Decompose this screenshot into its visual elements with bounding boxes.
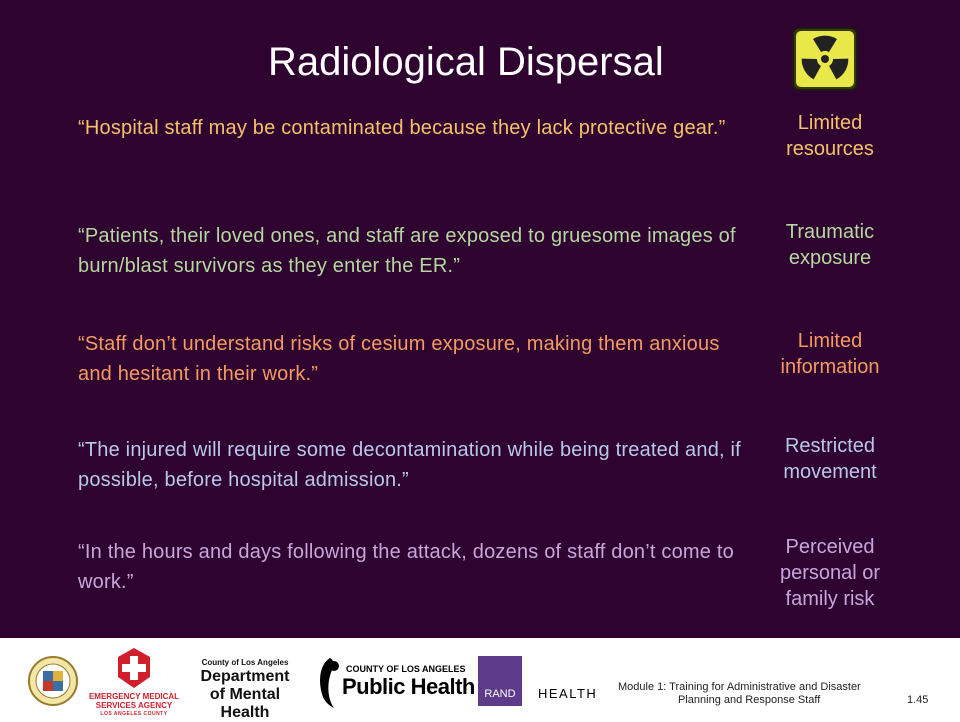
quote-staff-absence: “In the hours and days following the attack, dozens of staff don’t come to work.” <box>78 541 734 593</box>
ems-agency-logo <box>88 646 180 720</box>
module-line-2: Planning and Response Staff <box>678 694 821 706</box>
ems-line-2: SERVICES AGENCY <box>95 701 173 710</box>
health-text: HEALTH <box>538 686 598 701</box>
slide-title: Radiological Dispersal <box>268 40 664 84</box>
module-line-1: Module 1: Training for Administrative and Disaster <box>618 681 861 693</box>
page-number: 1.45 <box>907 694 929 706</box>
ems-line-3: LOS ANGELES COUNTY <box>100 711 168 717</box>
quote-gruesome-images: “Patients, their loved ones, and staff are exposed to gruesome images of burn/blast survivors as they enter the ER.” <box>78 225 736 277</box>
quote-cesium-risk: “Staff don’t understand risks of cesium exposure, making them anxious and hesitant in their work.” <box>78 333 720 385</box>
dmh-logo <box>186 658 304 721</box>
rand-logo <box>478 656 522 706</box>
dmh-line-1: Department <box>200 668 290 685</box>
module-caption <box>618 681 861 707</box>
ems-star-icon <box>88 646 180 692</box>
public-health-figure-icon <box>312 654 342 710</box>
dmh-top: County of Los Angeles <box>201 658 289 667</box>
quote-decontamination: “The injured will require some decontamination while being treated and, if possible, before hospital admission.” <box>78 439 741 491</box>
public-health-main: Public Health <box>342 674 475 699</box>
footer <box>0 638 960 720</box>
county-seal-logo <box>28 656 78 706</box>
label-restricted-movement: Restricted movement <box>783 435 877 483</box>
label-limited-information: Limited information <box>780 330 880 378</box>
label-perceived-risk: Perceived personal or family risk <box>779 536 881 610</box>
ems-line-1: EMERGENCY MEDICAL <box>88 692 180 701</box>
quote-contamination: “Hospital staff may be contaminated because they lack protective gear.” <box>78 117 726 139</box>
public-health-logo <box>312 654 475 710</box>
label-traumatic-exposure: Traumatic exposure <box>785 221 875 269</box>
radiation-hazard-icon <box>792 27 858 91</box>
label-limited-resources: Limited resources <box>786 112 874 160</box>
public-health-top: COUNTY OF LOS ANGELES <box>346 664 466 674</box>
rand-text: RAND <box>484 688 516 700</box>
dmh-line-2: of Mental Health <box>209 686 281 721</box>
